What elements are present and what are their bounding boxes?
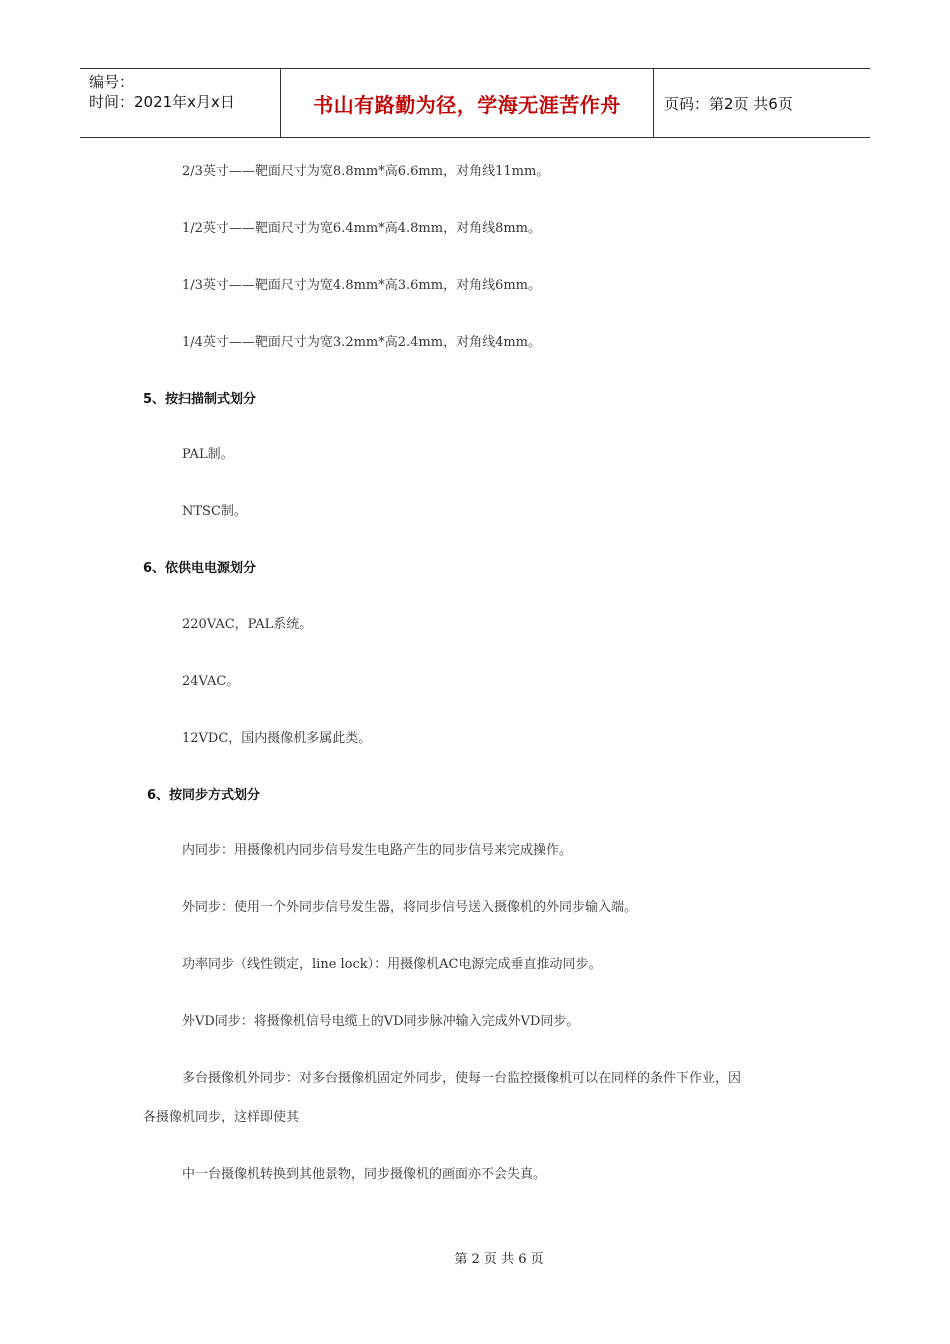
size-item: 1/4英寸——靶面尺寸为宽3.2mm*高2.4mm，对角线4mm。 xyxy=(182,335,542,350)
document-header xyxy=(80,68,870,138)
size-item: 2/3英寸——靶面尺寸为宽8.8mm*高6.6mm，对角线11mm。 xyxy=(182,164,550,179)
list-item: 外同步：使用一个外同步信号发生器，将同步信号送入摄像机的外同步输入端。 xyxy=(182,900,638,915)
motto-text: 书山有路勤为径，学海无涯苦作舟 xyxy=(313,92,621,117)
header-motto-cell xyxy=(281,69,654,137)
list-item: 内同步：用摄像机内同步信号发生电路产生的同步信号来完成操作。 xyxy=(182,843,573,858)
list-item: 功率同步（线性锁定，line lock）：用摄像机AC电源完成垂直推动同步。 xyxy=(182,957,602,972)
list-item: 24VAC。 xyxy=(182,674,240,689)
header-page-cell xyxy=(654,69,870,137)
size-item: 1/3英寸——靶面尺寸为宽4.8mm*高3.6mm，对角线6mm。 xyxy=(182,278,542,293)
section-heading: 6、按同步方式划分 xyxy=(147,788,261,803)
section-heading: 6、依供电电源划分 xyxy=(143,561,257,576)
list-item: NTSC制。 xyxy=(182,504,247,519)
list-item: 12VDC，国内摄像机多属此类。 xyxy=(182,731,372,746)
list-item-continuation: 各摄像机同步，这样即使其 xyxy=(143,1110,300,1125)
list-item: 220VAC，PAL系统。 xyxy=(182,617,313,632)
list-item: PAL制。 xyxy=(182,447,234,462)
list-item: 中一台摄像机转换到其他景物，同步摄像机的画面亦不会失真。 xyxy=(182,1167,547,1182)
section-heading: 5、按扫描制式划分 xyxy=(143,392,257,407)
header-meta-cell xyxy=(80,69,281,137)
date-label: 时间：2021年x月x日 xyxy=(89,93,235,111)
page-info: 页码：第2页 共6页 xyxy=(664,94,793,113)
size-item: 1/2英寸——靶面尺寸为宽6.4mm*高4.8mm，对角线8mm。 xyxy=(182,221,542,236)
page-footer: 第 2 页 共 6 页 xyxy=(454,1252,544,1267)
list-item: 多台摄像机外同步：对多台摄像机固定外同步，使每一台监控摄像机可以在同样的条件下作业，因 xyxy=(182,1071,742,1086)
list-item: 外VD同步：将摄像机信号电缆上的VD同步脉冲输入完成外VD同步。 xyxy=(182,1014,580,1029)
number-label: 编号： xyxy=(89,73,135,91)
